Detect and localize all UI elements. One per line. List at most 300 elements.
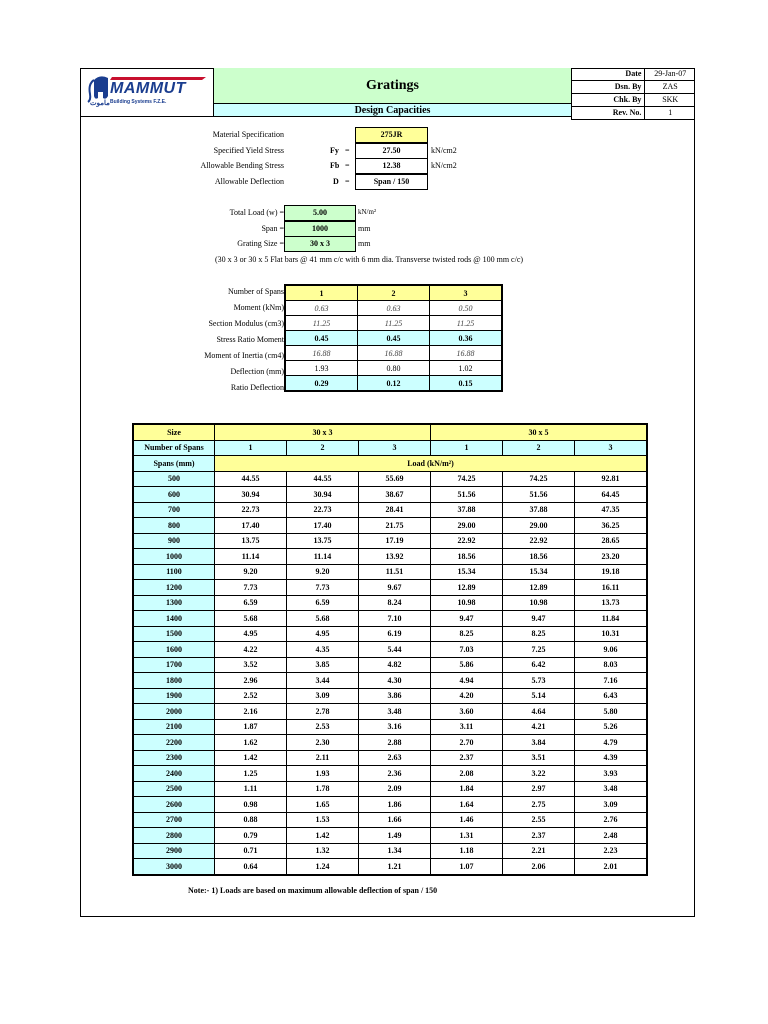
table-row [133,735,647,751]
deflection-value[interactable]: Span / 150 [355,174,428,190]
total-load-unit: kN/m² [358,208,377,216]
load-value-cell[interactable]: 4.95 [287,626,359,642]
table-row [133,797,647,813]
load-value-cell[interactable]: 1.62 [215,735,287,751]
load-value-cell[interactable]: 4.95 [215,626,287,642]
load-value-cell[interactable]: 21.75 [359,518,431,534]
load-value-cell[interactable]: 5.80 [575,704,648,720]
size-header-b: 30 x 5 [431,424,648,440]
table-row [133,781,647,797]
load-value-cell[interactable]: 0.71 [215,843,287,859]
document-title: Gratings [214,68,571,104]
load-value-cell[interactable]: 1.86 [359,797,431,813]
span-length-cell[interactable]: 2600 [133,797,215,813]
load-value-cell[interactable]: 30.94 [215,487,287,503]
span-length-cell[interactable]: 2200 [133,735,215,751]
equals-sign: = [345,177,350,186]
load-value-cell[interactable]: 29.00 [503,518,575,534]
load-value-cell[interactable]: 3.52 [215,657,287,673]
table-row [133,766,647,782]
span-length-cell[interactable]: 800 [133,518,215,534]
load-value-cell[interactable]: 6.43 [575,688,648,704]
load-value-cell[interactable]: 4.94 [431,673,503,689]
span-length-cell[interactable]: 2500 [133,781,215,797]
grid-cell[interactable]: 0.50 [430,301,503,316]
load-value-cell[interactable]: 4.30 [359,673,431,689]
table-row [133,704,647,720]
load-value-cell[interactable]: 15.34 [503,564,575,580]
total-load-input[interactable]: 5.00 [284,205,356,221]
yield-stress-value[interactable]: 27.50 [355,143,428,159]
grid-cell[interactable]: 1.93 [285,361,358,376]
load-value-cell[interactable]: 7.73 [287,580,359,596]
yield-stress-label: Specified Yield Stress [213,146,284,155]
load-value-cell[interactable]: 1.87 [215,719,287,735]
load-value-cell[interactable]: 9.47 [503,611,575,627]
load-value-cell[interactable]: 36.25 [575,518,648,534]
table-row [133,502,647,518]
load-value-cell[interactable]: 1.46 [431,812,503,828]
load-value-cell[interactable]: 3.86 [359,688,431,704]
load-value-cell[interactable]: 2.06 [503,859,575,875]
table-row [133,843,647,859]
span-length-cell[interactable]: 1300 [133,595,215,611]
load-value-cell[interactable]: 74.25 [503,471,575,487]
load-value-cell[interactable]: 2.16 [215,704,287,720]
grid-row-label: Deflection (mm) [230,367,284,376]
load-value-cell[interactable]: 2.97 [503,781,575,797]
meta-key: Rev. No. [572,107,645,119]
load-value-cell[interactable]: 2.21 [503,843,575,859]
total-load-label: Total Load (w) = [229,208,284,217]
load-value-cell[interactable]: 8.24 [359,595,431,611]
load-value-cell[interactable]: 12.89 [431,580,503,596]
load-value-cell[interactable]: 16.11 [575,580,648,596]
span-length-cell[interactable]: 2400 [133,766,215,782]
table-row [133,564,647,580]
yield-stress-symbol: Fy [330,146,339,155]
load-value-cell[interactable]: 37.88 [431,502,503,518]
grid-row-label: Moment (kNm) [233,303,284,312]
load-value-cell[interactable]: 19.18 [575,564,648,580]
load-value-cell[interactable]: 30.94 [287,487,359,503]
load-value-cell[interactable]: 38.67 [359,487,431,503]
grating-description: (30 x 3 or 30 x 5 Flat bars @ 41 mm c/c with 6 mm dia. Transverse twisted rods @ 100 mm c/c) [215,255,524,264]
span-length-cell[interactable]: 1100 [133,564,215,580]
load-value-cell[interactable]: 2.11 [287,750,359,766]
load-value-cell[interactable]: 4.79 [575,735,648,751]
table-row [133,611,647,627]
load-value-cell[interactable]: 55.69 [359,471,431,487]
footnote: Note:- 1) Loads are based on maximum allowable deflection of span / 150 [188,886,438,895]
logo-wordmark: MAMMUT [110,80,186,97]
yield-stress-unit: kN/cm2 [431,146,457,155]
span-count-cell: 1 [431,440,503,456]
load-value-cell[interactable]: 3.11 [431,719,503,735]
load-value-cell[interactable]: 2.08 [431,766,503,782]
load-value-cell[interactable]: 10.98 [503,595,575,611]
load-value-cell[interactable]: 51.56 [431,487,503,503]
load-value-cell[interactable]: 18.56 [431,549,503,565]
bending-stress-value[interactable]: 12.38 [355,158,428,174]
load-value-cell[interactable]: 44.55 [215,471,287,487]
material-spec-label: Material Specification [212,130,284,139]
load-value-cell[interactable]: 17.40 [215,518,287,534]
size-header-row [133,424,647,440]
load-value-cell[interactable]: 5.68 [215,611,287,627]
grid-cell[interactable]: 16.88 [430,346,503,361]
grid-row-label: Number of Spans [228,287,284,296]
table-row [133,673,647,689]
load-value-cell[interactable]: 3.84 [503,735,575,751]
load-value-cell[interactable]: 2.70 [431,735,503,751]
meta-value: 1 [668,108,673,117]
span-length-cell[interactable]: 600 [133,487,215,503]
span-length-cell[interactable]: 3000 [133,859,215,875]
load-value-cell[interactable]: 0.88 [215,812,287,828]
grating-size-unit: mm [358,239,371,248]
grid-cell[interactable]: 0.29 [285,376,358,392]
load-value-cell[interactable]: 3.09 [287,688,359,704]
load-value-cell[interactable]: 9.47 [431,611,503,627]
grid-cell[interactable]: 0.63 [358,301,430,316]
load-value-cell[interactable]: 11.14 [215,549,287,565]
load-value-cell[interactable]: 0.98 [215,797,287,813]
grid-row-spans [285,285,502,301]
load-value-cell[interactable]: 3.51 [503,750,575,766]
span-length-cell[interactable]: 2700 [133,812,215,828]
load-value-cell[interactable]: 1.64 [431,797,503,813]
table-row [133,533,647,549]
load-value-cell[interactable]: 12.89 [503,580,575,596]
load-value-cell[interactable]: 3.22 [503,766,575,782]
grid-cell[interactable]: 11.25 [358,316,430,331]
load-value-cell[interactable]: 1.25 [215,766,287,782]
load-value-cell[interactable]: 1.84 [431,781,503,797]
load-value-cell[interactable]: 1.53 [287,812,359,828]
load-value-cell[interactable]: 4.35 [287,642,359,658]
span-length-cell[interactable]: 900 [133,533,215,549]
meta-row-checked-by [572,94,695,107]
grid-cell[interactable]: 1.02 [430,361,503,376]
load-value-cell[interactable]: 6.59 [287,595,359,611]
load-value-cell[interactable]: 7.10 [359,611,431,627]
load-value-cell[interactable]: 1.24 [287,859,359,875]
grid-cell[interactable]: 0.15 [430,376,503,392]
meta-key: Chk. By [572,94,645,106]
load-value-cell[interactable]: 6.42 [503,657,575,673]
span-length-cell[interactable]: 1400 [133,611,215,627]
load-value-cell[interactable]: 3.48 [575,781,648,797]
load-value-cell[interactable]: 11.14 [287,549,359,565]
grid-cell[interactable]: 0.80 [358,361,430,376]
span-length-cell[interactable]: 500 [133,471,215,487]
grid-row-inertia [285,346,502,361]
load-value-cell[interactable]: 3.60 [431,704,503,720]
load-value-cell[interactable]: 11.51 [359,564,431,580]
load-value-cell[interactable]: 22.92 [431,533,503,549]
span-length-cell[interactable]: 1900 [133,688,215,704]
load-value-cell[interactable]: 1.34 [359,843,431,859]
load-header-row [133,456,647,472]
grid-row-ratio-deflection [285,376,502,392]
load-value-cell[interactable]: 2.53 [287,719,359,735]
span-length-cell[interactable]: 1800 [133,673,215,689]
load-value-cell[interactable]: 6.59 [215,595,287,611]
load-value-cell[interactable]: 44.55 [287,471,359,487]
grid-row-stress-ratio [285,331,502,346]
grid-row-deflection [285,361,502,376]
load-value-cell[interactable]: 2.23 [575,843,648,859]
grid-row-section-modulus [285,316,502,331]
load-value-cell[interactable]: 10.31 [575,626,648,642]
span-length-cell[interactable]: 2800 [133,828,215,844]
load-value-cell[interactable]: 7.16 [575,673,648,689]
load-value-cell[interactable]: 2.36 [359,766,431,782]
load-value-cell[interactable]: 1.66 [359,812,431,828]
load-value-cell[interactable]: 92.81 [575,471,648,487]
load-value-cell[interactable]: 3.93 [575,766,648,782]
size-header-label: Size [133,424,215,440]
table-row [133,626,647,642]
grid-cell[interactable]: 16.88 [358,346,430,361]
grid-cell[interactable]: 0.45 [285,331,358,346]
load-value-cell[interactable]: 8.03 [575,657,648,673]
load-value-cell[interactable]: 5.14 [503,688,575,704]
table-row [133,859,647,875]
load-value-cell[interactable]: 7.03 [431,642,503,658]
meta-key: Dsn. By [572,81,645,93]
table-row [133,518,647,534]
load-value-cell[interactable]: 9.67 [359,580,431,596]
load-value-cell[interactable]: 10.98 [431,595,503,611]
load-value-cell[interactable]: 64.45 [575,487,648,503]
load-value-cell[interactable]: 3.44 [287,673,359,689]
load-value-cell[interactable]: 1.21 [359,859,431,875]
load-value-cell[interactable]: 5.68 [287,611,359,627]
meta-row-designed-by [572,81,695,94]
load-value-cell[interactable]: 1.32 [287,843,359,859]
load-value-cell[interactable]: 22.73 [215,502,287,518]
capacity-table [132,423,648,876]
load-value-cell[interactable]: 7.25 [503,642,575,658]
load-value-cell[interactable]: 28.65 [575,533,648,549]
deflection-symbol: D [333,177,339,186]
load-value-cell[interactable]: 3.16 [359,719,431,735]
equals-sign: = [345,161,350,170]
load-value-cell[interactable]: 4.39 [575,750,648,766]
bending-stress-symbol: Fb [330,161,340,170]
table-row [133,549,647,565]
load-value-cell[interactable]: 0.64 [215,859,287,875]
load-value-cell[interactable]: 2.88 [359,735,431,751]
load-value-cell[interactable]: 51.56 [503,487,575,503]
load-value-cell[interactable]: 15.34 [431,564,503,580]
load-value-cell[interactable]: 2.63 [359,750,431,766]
grid-cell[interactable]: 16.88 [285,346,358,361]
table-row [133,471,647,487]
equals-sign: = [345,146,350,155]
load-value-cell[interactable]: 9.20 [215,564,287,580]
deflection-label: Allowable Deflection [214,177,284,186]
span-count-cell: 1 [215,440,287,456]
load-value-cell[interactable]: 2.78 [287,704,359,720]
load-value-cell[interactable]: 4.20 [431,688,503,704]
load-value-cell[interactable]: 1.31 [431,828,503,844]
load-value-cell[interactable]: 2.75 [503,797,575,813]
load-value-cell[interactable]: 2.30 [287,735,359,751]
grid-row-label: Section Modulus (cm3) [208,319,284,328]
grid-cell[interactable]: 0.12 [358,376,430,392]
meta-key: Date [572,68,645,80]
load-value-cell[interactable]: 37.88 [503,502,575,518]
load-value-cell[interactable]: 17.19 [359,533,431,549]
load-value-cell[interactable]: 8.25 [503,626,575,642]
load-value-cell[interactable]: 28.41 [359,502,431,518]
load-value-cell[interactable]: 29.00 [431,518,503,534]
logo-arabic-text: ماموت [90,99,110,107]
load-value-cell[interactable]: 2.01 [575,859,648,875]
load-value-cell[interactable]: 22.73 [287,502,359,518]
load-value-cell[interactable]: 5.44 [359,642,431,658]
meta-row-date [572,68,695,81]
document-subtitle: Design Capacities [214,104,571,117]
load-value-cell[interactable]: 4.82 [359,657,431,673]
span-label: Span = [261,224,284,233]
load-value-cell[interactable]: 2.52 [215,688,287,704]
table-row [133,828,647,844]
load-value-cell[interactable]: 5.86 [431,657,503,673]
load-value-cell[interactable]: 2.55 [503,812,575,828]
load-value-cell[interactable]: 11.84 [575,611,648,627]
load-value-cell[interactable]: 1.49 [359,828,431,844]
load-value-cell[interactable]: 8.25 [431,626,503,642]
load-value-cell[interactable]: 9.20 [287,564,359,580]
load-value-cell[interactable]: 47.35 [575,502,648,518]
grating-size-label: Grating Size = [237,239,284,248]
load-value-cell[interactable]: 4.21 [503,719,575,735]
grid-cell[interactable]: 2 [358,285,430,301]
load-value-cell[interactable]: 1.11 [215,781,287,797]
spans-mm-label: Spans (mm) [133,456,215,472]
load-value-cell[interactable]: 22.92 [503,533,575,549]
meta-row-revision [572,107,695,120]
load-value-cell[interactable]: 0.79 [215,828,287,844]
span-count-cell: 2 [503,440,575,456]
meta-value: 29-Jan-07 [654,69,687,78]
grid-cell[interactable]: 11.25 [430,316,503,331]
grid-cell[interactable]: 0.63 [285,301,358,316]
load-value-cell[interactable]: 2.48 [575,828,648,844]
grid-cell[interactable]: 0.36 [430,331,503,346]
load-value-cell[interactable]: 23.20 [575,549,648,565]
load-value-cell[interactable]: 1.42 [215,750,287,766]
load-value-cell[interactable]: 13.73 [575,595,648,611]
load-value-cell[interactable]: 9.06 [575,642,648,658]
spans-grid [284,284,503,392]
load-value-cell[interactable]: 1.78 [287,781,359,797]
span-count-label: Number of Spans [133,440,215,456]
spans-grid-labels [150,284,284,396]
grid-cell[interactable]: 1 [285,285,358,301]
size-header-a: 30 x 3 [215,424,431,440]
span-length-cell[interactable]: 2100 [133,719,215,735]
grid-cell[interactable]: 0.45 [358,331,430,346]
load-value-cell[interactable]: 13.75 [215,533,287,549]
load-value-cell[interactable]: 1.42 [287,828,359,844]
logo-subtitle: Building Systems F.Z.E. [110,99,167,105]
load-value-cell[interactable]: 2.96 [215,673,287,689]
load-value-cell[interactable]: 2.09 [359,781,431,797]
grid-cell[interactable]: 3 [430,285,503,301]
load-value-cell[interactable]: 3.09 [575,797,648,813]
span-length-cell[interactable]: 1600 [133,642,215,658]
meta-value: SKK [662,95,679,104]
table-row [133,487,647,503]
grating-size-input[interactable]: 30 x 3 [284,236,356,252]
load-value-cell[interactable]: 1.07 [431,859,503,875]
grid-cell[interactable]: 11.25 [285,316,358,331]
span-count-row [133,440,647,456]
table-row [133,719,647,735]
span-length-cell[interactable]: 1200 [133,580,215,596]
load-value-cell[interactable]: 74.25 [431,471,503,487]
load-value-cell[interactable]: 4.64 [503,704,575,720]
load-value-cell[interactable]: 5.73 [503,673,575,689]
load-value-cell[interactable]: 2.37 [431,750,503,766]
table-row [133,580,647,596]
load-value-cell[interactable]: 1.93 [287,766,359,782]
table-row [133,688,647,704]
load-value-cell[interactable]: 5.26 [575,719,648,735]
load-value-cell[interactable]: 1.65 [287,797,359,813]
load-value-cell[interactable]: 3.85 [287,657,359,673]
load-value-cell[interactable]: 13.92 [359,549,431,565]
material-spec-value[interactable]: 275JR [355,127,428,143]
load-value-cell[interactable]: 13.75 [287,533,359,549]
load-value-cell[interactable]: 7.73 [215,580,287,596]
grid-row-moment [285,301,502,316]
bending-stress-unit: kN/cm2 [431,161,457,170]
span-length-cell[interactable]: 2900 [133,843,215,859]
span-length-cell[interactable]: 1700 [133,657,215,673]
span-unit: mm [358,224,371,233]
bending-stress-label: Allowable Bending Stress [200,161,284,170]
span-length-cell[interactable]: 700 [133,502,215,518]
span-input[interactable]: 1000 [284,221,356,237]
span-length-cell[interactable]: 2300 [133,750,215,766]
span-count-cell: 2 [287,440,359,456]
load-value-cell[interactable]: 17.40 [287,518,359,534]
revision-block [571,68,695,120]
table-row [133,750,647,766]
span-count-cell: 3 [575,440,648,456]
load-value-cell[interactable]: 1.18 [431,843,503,859]
load-header: Load (kN/m²) [215,456,648,472]
table-row [133,812,647,828]
grid-row-label: Ratio Deflection [230,383,284,392]
span-length-cell[interactable]: 1500 [133,626,215,642]
load-value-cell[interactable]: 6.19 [359,626,431,642]
load-value-cell[interactable]: 2.37 [503,828,575,844]
load-value-cell[interactable]: 18.56 [503,549,575,565]
load-value-cell[interactable]: 3.48 [359,704,431,720]
grid-row-label: Stress Ratio Moment [216,335,284,344]
span-length-cell[interactable]: 1000 [133,549,215,565]
load-value-cell[interactable]: 2.76 [575,812,648,828]
load-value-cell[interactable]: 4.22 [215,642,287,658]
span-length-cell[interactable]: 2000 [133,704,215,720]
